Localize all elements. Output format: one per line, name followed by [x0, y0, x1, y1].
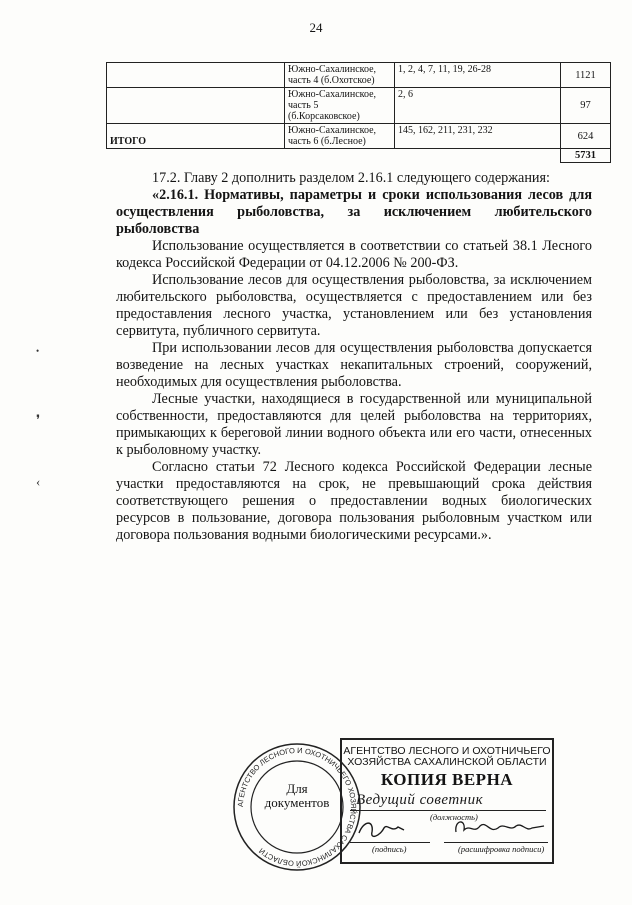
decoding-scribble	[452, 816, 548, 842]
area-cell: 97	[561, 88, 611, 124]
margin-mark: ❜	[36, 412, 41, 427]
body-paragraph: Использование лесов для осуществления рыболовства, за исключением любительского рыболовства, осуществляется с предоставлением или без предоставления лесного участка, установлением или без установления сервитута, публичного сервитута.	[116, 272, 592, 339]
seal-center-line: Для	[286, 781, 308, 796]
position-caption: (должность)	[430, 812, 478, 822]
stamp-organization	[342, 746, 552, 768]
signature-caption: (подпись)	[372, 844, 407, 854]
body-paragraph: Согласно статьи 72 Лесного кодекса Российской Федерации лесные участки предоставляются на срок, не превышающий срока действия соответствующего решения о предоставлении водных биологических ресурсов в пользование, договора пользования рыболовным участком или договора пользования водными биологическими ресурсами.».	[116, 459, 592, 543]
table-row	[107, 124, 611, 149]
quarters-cell: 145, 162, 211, 231, 232	[395, 124, 561, 149]
section-heading: «2.16.1. Нормативы, параметры и сроки использования лесов для осуществления рыболовства, за исключением любительского рыболовства	[116, 187, 592, 237]
seal-center	[262, 782, 332, 810]
district-cell: ИТОГО	[107, 124, 285, 149]
decoding-line	[444, 842, 548, 843]
district-cell	[107, 88, 285, 124]
document-body	[116, 170, 592, 544]
location-cell: Южно-Сахалинское, часть 5 (б.Корсаковское)	[285, 88, 395, 124]
total-value: 5731	[561, 149, 611, 163]
body-paragraph: Использование осуществляется в соответствии со статьей 38.1 Лесного кодекса Российской Федерации от 04.12.2006 № 200-ФЗ.	[116, 238, 592, 271]
forest-table	[106, 62, 611, 163]
stamp-org-line: ХОЗЯЙСТВА САХАЛИНСКОЙ ОБЛАСТИ	[347, 756, 547, 768]
margin-mark: •	[36, 346, 40, 356]
body-paragraph: При использовании лесов для осуществления рыболовства допускается возведение на лесных участках некапитальных строений, сооружений, необходимых для осуществления рыболовства.	[116, 340, 592, 390]
seal-center-line: документов	[264, 795, 330, 810]
seal-ring-text: АГЕНТСТВО ЛЕСНОГО И ОХОТНИЧЬЕГО ХОЗЯЙСТВА САХАЛИНСКОЙ ОБЛАСТИ	[235, 745, 359, 869]
signature-scribble	[356, 818, 406, 842]
stamp-title: КОПИЯ ВЕРНА	[380, 770, 514, 789]
stamp-org-line: АГЕНТСТВО ЛЕСНОГО И ОХОТНИЧЬЕГО	[343, 745, 551, 757]
table-row	[107, 88, 611, 124]
position-line	[350, 810, 546, 811]
area-cell: 624	[561, 124, 611, 149]
location-cell: Южно-Сахалинское, часть 4 (б.Охотское)	[285, 63, 395, 88]
total-row	[107, 149, 611, 163]
signature-line	[350, 842, 430, 843]
position-handwritten: Ведущий советник	[356, 792, 484, 808]
margin-mark: ‹	[36, 474, 41, 489]
certification-stamp	[340, 738, 554, 864]
location-cell: Южно-Сахалинское, часть 6 (б.Лесное)	[285, 124, 395, 149]
district-cell	[107, 63, 285, 88]
quarters-cell: 2, 6	[395, 88, 561, 124]
quarters-cell: 1, 2, 4, 7, 11, 19, 26-28	[395, 63, 561, 88]
body-paragraph: Лесные участки, находящиеся в государственной или муниципальной собственности, предоставляются для целей рыболовства на территориях, примыкающих к береговой линии водного объекта или его части, отнесенных к рыболовному участку.	[116, 391, 592, 458]
table-row	[107, 63, 611, 88]
intro-paragraph: 17.2. Главу 2 дополнить разделом 2.16.1 следующего содержания:	[152, 170, 550, 186]
area-cell: 1121	[561, 63, 611, 88]
page-number: 24	[309, 20, 323, 35]
decoding-caption: (расшифровка подписи)	[458, 844, 545, 854]
